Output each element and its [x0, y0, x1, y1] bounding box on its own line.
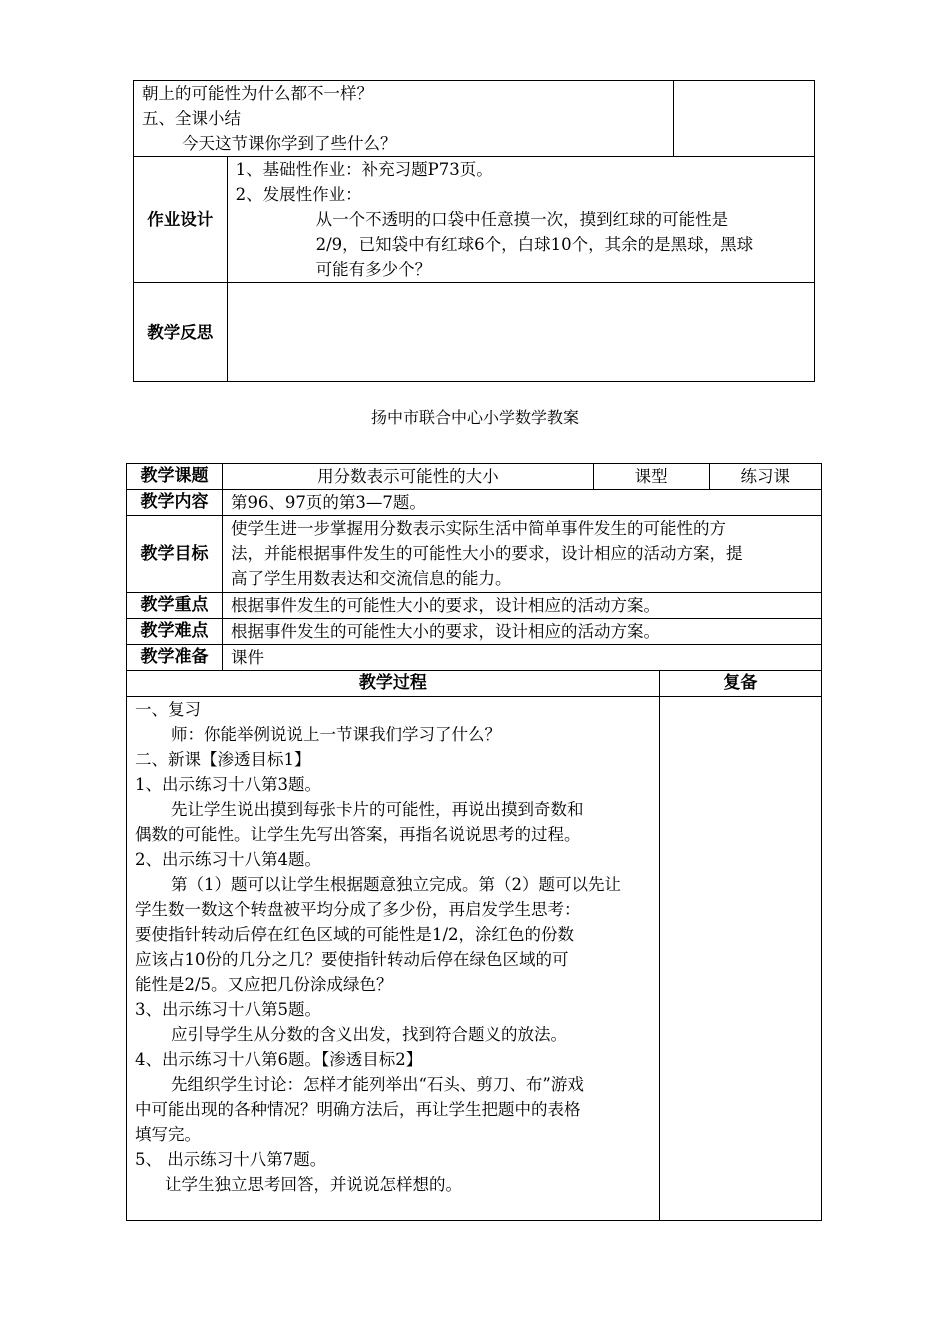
- process-line: 先组织学生讨论：怎样才能列举出“石头、剪刀、布”游戏: [171, 1075, 584, 1094]
- review-content: [659, 697, 821, 1221]
- process-line: 要使指针转动后停在红色区域的可能性是1/2，涂红色的份数: [135, 925, 575, 944]
- type-value: 练习课: [709, 464, 822, 490]
- process-line: 学生数一数这个转盘被平均分成了多少份，再启发学生思考：: [135, 900, 581, 919]
- goal-line: 使学生进一步掌握用分数表示实际生活中简单事件发生的可能性的方: [230, 519, 726, 538]
- process-line: 第（1）题可以让学生根据题意独立完成。第（2）题可以先让: [171, 875, 621, 894]
- content-label: 教学内容: [127, 490, 223, 516]
- topic-value: 用分数表示可能性的大小: [222, 464, 593, 490]
- process-line: 让学生独立思考回答，并说说怎样想的。: [165, 1175, 462, 1194]
- process-line: 先让学生说出摸到每张卡片的可能性，再说出摸到奇数和: [171, 800, 584, 819]
- continuation-cell: [134, 81, 674, 157]
- cont-line: 朝上的可能性为什么都不一样？: [142, 84, 373, 103]
- process-line: 师：你能举例说说上一节课我们学习了什么？: [171, 725, 501, 744]
- preparation-value: 课件: [222, 645, 821, 671]
- process-line: 应引导学生从分数的含义出发，找到符合题义的放法。: [171, 1025, 567, 1044]
- preparation-label: 教学准备: [127, 645, 223, 671]
- document-caption: 扬中市联合中心小学数学教案: [370, 408, 579, 427]
- process-content: [127, 697, 660, 1221]
- key-point-label: 教学重点: [127, 593, 223, 619]
- homework-line: 2/9，已知袋中有红球6个，白球10个，其余的是黑球，黑球: [315, 235, 754, 254]
- process-line: 填写完。: [135, 1125, 201, 1144]
- content-value: 第96、97页的第3—7题。: [222, 490, 821, 516]
- topic-label: 教学课题: [127, 464, 223, 490]
- process-line: 二、新课【渗透目标1】: [135, 750, 311, 769]
- homework-line: 可能有多少个？: [315, 260, 432, 279]
- review-cell: [674, 81, 815, 157]
- cont-line: 今天这节课你学到了些什么？: [182, 134, 397, 153]
- process-line: 一、复习: [135, 700, 201, 719]
- process-line: 能性是2/5。又应把几份涂成绿色？: [135, 975, 393, 994]
- homework-line: 2、发展性作业：: [235, 185, 362, 204]
- process-line: 1、出示练习十八第3题。: [135, 775, 321, 794]
- difficulty-value: 根据事件发生的可能性大小的要求，设计相应的活动方案。: [222, 619, 821, 645]
- process-line: 5、 出示练习十八第7题。: [135, 1150, 327, 1169]
- process-line: 中可能出现的各种情况？明确方法后，再让学生把题中的表格: [135, 1100, 581, 1119]
- key-point-value: 根据事件发生的可能性大小的要求，设计相应的活动方案。: [222, 593, 821, 619]
- reflection-label: 教学反思: [134, 283, 228, 382]
- review-header: 复备: [659, 671, 821, 697]
- homework-line: 1、基础性作业：补充习题P73页。: [235, 160, 493, 179]
- previous-lesson-table: [133, 80, 815, 382]
- process-line: 3、出示练习十八第5题。: [135, 1000, 321, 1019]
- goal-value: [222, 516, 821, 593]
- cont-line: 五、全课小结: [142, 109, 241, 128]
- homework-content: [227, 157, 814, 283]
- process-header: 教学过程: [127, 671, 660, 697]
- process-line: 4、出示练习十八第6题。【渗透目标2】: [135, 1050, 423, 1069]
- goal-label: 教学目标: [127, 516, 223, 593]
- homework-line: 从一个不透明的口袋中任意摸一次，摸到红球的可能性是: [315, 210, 729, 229]
- goal-line: 法，并能根据事件发生的可能性大小的要求，设计相应的活动方案，提: [230, 544, 743, 563]
- reflection-content: [227, 283, 814, 382]
- lesson-plan-table: [126, 463, 822, 1221]
- process-line: 2、出示练习十八第4题。: [135, 850, 321, 869]
- goal-line: 高了学生用数表达和交流信息的能力。: [230, 569, 512, 588]
- process-line: 应该占10份的几分之几？要使指针转动后停在绿色区域的可: [135, 950, 569, 969]
- type-label: 课型: [593, 464, 709, 490]
- process-line: 偶数的可能性。让学生先写出答案，再指名说说思考的过程。: [135, 825, 581, 844]
- difficulty-label: 教学难点: [127, 619, 223, 645]
- homework-label: 作业设计: [134, 157, 228, 283]
